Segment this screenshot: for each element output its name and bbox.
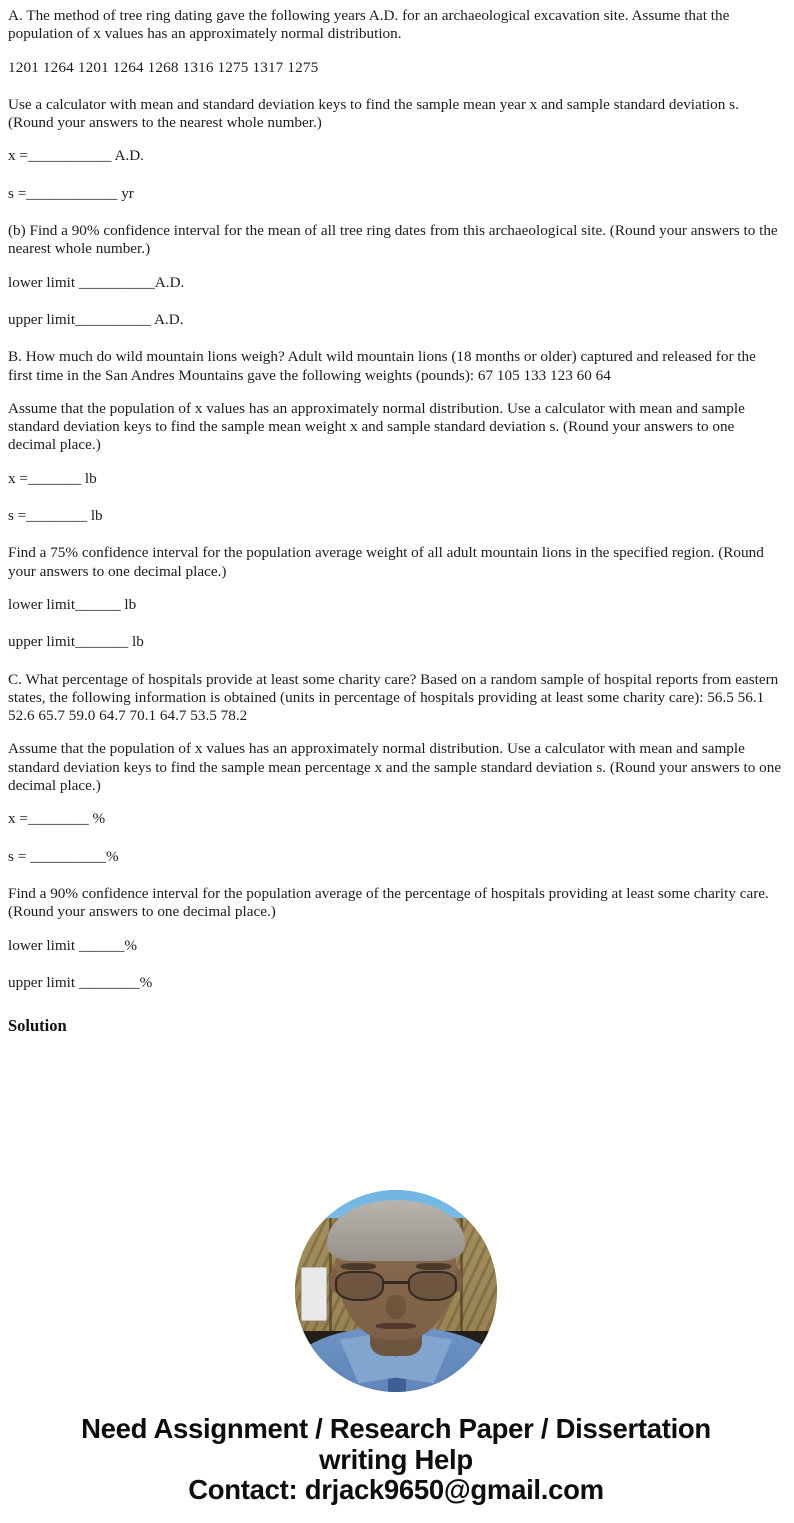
avatar-eyebrow-right	[416, 1263, 450, 1270]
avatar-eyebrow-left	[341, 1263, 375, 1270]
avatar-mouth	[376, 1323, 416, 1328]
problem-a-upper-limit: upper limit__________ A.D.	[8, 310, 184, 328]
problem-b-upper-limit: upper limit_______ lb	[8, 633, 144, 651]
problem-b-mean-blank: x =_______ lb	[8, 469, 97, 487]
problem-c-instruction: Assume that the population of x values has an approximately normal distribution. Use a calculator with mean and sample standard deviation keys to find the sample mean percentage x and the sample standard deviation s. (Round your answers to one decimal place.)	[8, 740, 782, 795]
problem-c-ci-prompt: Find a 90% confidence interval for the population average of the percentage of hospitals providing at least some charity care. (Round your answers to one decimal place.)	[8, 884, 769, 921]
promo-line-1: Need Assignment / Research Paper / Dissertation	[81, 1413, 711, 1445]
blank-answer-area	[8, 1036, 784, 1176]
avatar-container	[8, 1190, 784, 1392]
problem-a-lower-limit: lower limit __________A.D.	[8, 273, 185, 291]
avatar	[295, 1190, 497, 1392]
problem-c-sd-blank: s = __________%	[8, 847, 119, 865]
problem-c-lower-limit: lower limit ______%	[8, 936, 138, 954]
problem-a-intro: A. The method of tree ring dating gave the following years A.D. for an archaeological excavation site. Assume that the population of x values has an approximately normal distribution.	[8, 7, 730, 43]
problem-a-sd-blank: s =____________ yr	[8, 184, 134, 202]
avatar-lens-left	[335, 1271, 383, 1301]
promo-contact-email: Contact: drjack9650@gmail.com	[188, 1474, 604, 1506]
problem-b-ci-prompt: Find a 75% confidence interval for the population average weight of all adult mountain lions in the specified region. (Round your answers to one decimal place.)	[8, 544, 764, 580]
promo-line-2: writing Help	[319, 1443, 473, 1475]
promo-block	[8, 1414, 784, 1506]
avatar-glasses-bridge	[384, 1281, 408, 1284]
problem-b-lower-limit: lower limit______ lb	[8, 595, 137, 613]
problem-b-instruction: Assume that the population of x values has an approximately normal distribution. Use a calculator with mean and sample standard deviation keys to find the sample mean weight x and sample standard deviation s. (Round your answers to one decimal place.)	[8, 399, 745, 454]
problem-b-intro: B. How much do wild mountain lions weigh? Adult wild mountain lions (18 months or older) captured and released for the first time in the San Andres Mountains gave the following weights (pounds): 67 105 133 123 60 64	[8, 348, 756, 384]
solution-heading: Solution	[8, 1016, 67, 1036]
problem-c-mean-blank: x =________ %	[8, 810, 106, 828]
problem-a-data: 1201 1264 1201 1264 1268 1316 1275 1317 1275	[8, 58, 319, 76]
problem-a-mean-blank: x =___________ A.D.	[8, 147, 144, 165]
problem-c-upper-limit: upper limit ________%	[8, 973, 153, 991]
problem-c-intro: C. What percentage of hospitals provide at least some charity care? Based on a random sample of hospital reports from eastern states, the following information is obtained (units in percentage of hospitals providing at least some charity care): 56.5 56.1 52.6 65.7 59.0 64.7 70.1 64.7 53.5 78.2	[8, 670, 779, 725]
problem-a-part-b-prompt: (b) Find a 90% confidence interval for the mean of all tree ring dates from this archaeological site. (Round your answers to the nearest whole number.)	[8, 222, 778, 258]
avatar-lens-right	[408, 1271, 456, 1301]
problem-a-instruction: Use a calculator with mean and standard deviation keys to find the sample mean year x and sample standard deviation s. (Round your answers to the nearest whole number.)	[8, 95, 739, 132]
avatar-wall-switch	[301, 1267, 327, 1322]
problem-b-sd-blank: s =________ lb	[8, 507, 103, 525]
